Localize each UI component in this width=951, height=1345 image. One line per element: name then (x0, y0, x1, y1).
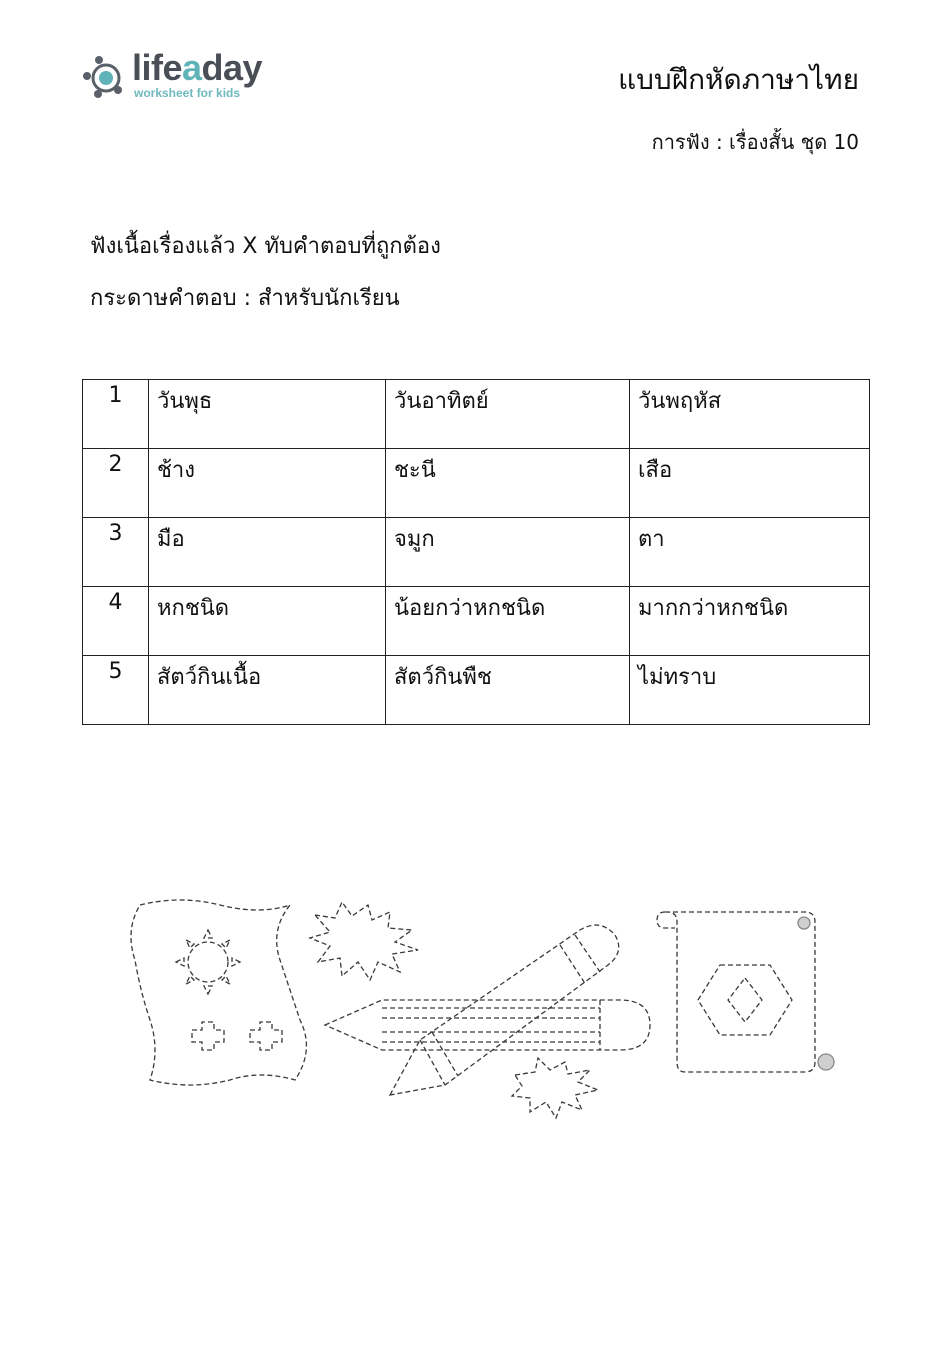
answer-choice[interactable]: ช้าง (149, 449, 386, 518)
question-number: 1 (83, 380, 149, 449)
table-row (83, 449, 870, 518)
answer-choice[interactable]: สัตว์กินพืช (386, 656, 630, 725)
table-row (83, 518, 870, 587)
question-number: 2 (83, 449, 149, 518)
answer-table (82, 379, 870, 725)
answer-choice[interactable]: หกชนิด (149, 587, 386, 656)
question-number: 3 (83, 518, 149, 587)
tracing-illustration (120, 890, 850, 1130)
logo-wordmark: lifeaday (132, 47, 263, 88)
treasure-map-icon (131, 900, 306, 1085)
answer-sheet-label: กระดาษคำตอบ : สำหรับนักเรียน (90, 286, 400, 311)
brand-logo (82, 47, 272, 106)
table-row (83, 587, 870, 656)
answer-choice[interactable]: วันอาทิตย์ (386, 380, 630, 449)
logo-tagline: worksheet for kids (134, 86, 241, 100)
table-row (83, 380, 870, 449)
page-title: แบบฝึกหัดภาษาไทย (618, 63, 859, 96)
answer-choice[interactable]: วันพุธ (149, 380, 386, 449)
answer-choice[interactable]: น้อยกว่าหกชนิด (386, 587, 630, 656)
molecule-logo-icon (82, 52, 130, 100)
instruction-text: ฟังเนื้อเรื่องแล้ว X ทับคำตอบที่ถูกต้อง (90, 234, 441, 259)
page-subtitle: การฟัง : เรื่องสั้น ชุด 10 (651, 130, 859, 154)
answer-choice[interactable]: สัตว์กินเนื้อ (149, 656, 386, 725)
table-row (83, 656, 870, 725)
answer-choice[interactable]: เสือ (630, 449, 870, 518)
pencil-icon (325, 925, 650, 1095)
question-number: 5 (83, 656, 149, 725)
answer-choice[interactable]: มือ (149, 518, 386, 587)
answer-choice[interactable]: จมูก (386, 518, 630, 587)
scroll-icon (657, 912, 834, 1072)
answer-choice[interactable]: ตา (630, 518, 870, 587)
answer-choice[interactable]: วันพฤหัส (630, 380, 870, 449)
answer-choice[interactable]: มากกว่าหกชนิด (630, 587, 870, 656)
burst-icon (512, 1058, 598, 1118)
answer-choice[interactable]: ไม่ทราบ (630, 656, 870, 725)
burst-icon (310, 902, 418, 980)
question-number: 4 (83, 587, 149, 656)
answer-choice[interactable]: ชะนี (386, 449, 630, 518)
